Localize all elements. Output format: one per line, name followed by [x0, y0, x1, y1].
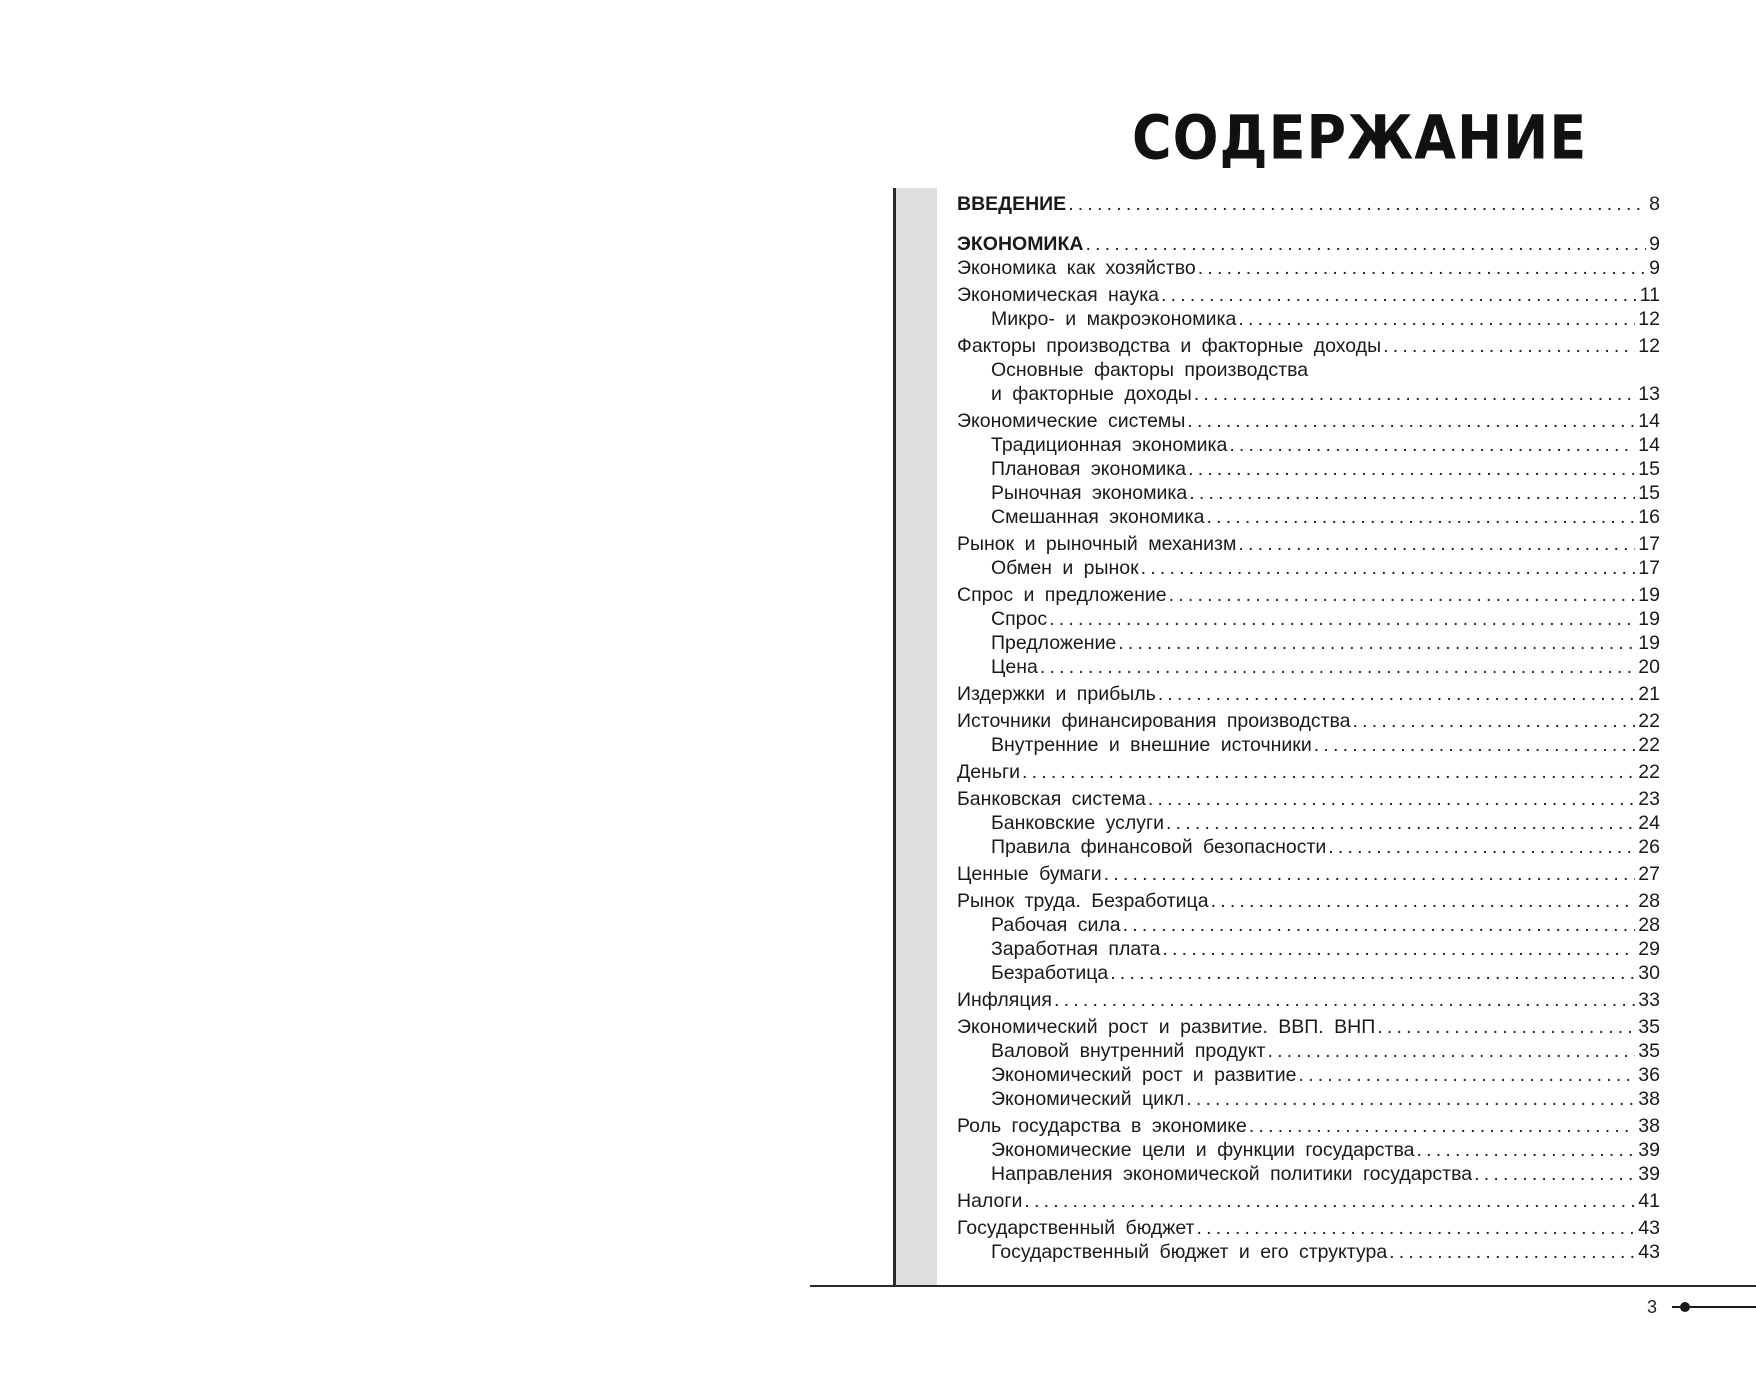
- toc-leader-dots: [1353, 709, 1636, 733]
- toc-entry-page: 38: [1638, 1088, 1660, 1110]
- toc-entry-title: Экономические цели и функции государства: [991, 1139, 1415, 1161]
- toc-entry-title: Банковские услуги: [991, 812, 1164, 834]
- toc-leader-dots: [1141, 556, 1636, 580]
- toc-leader-dots: [1024, 1189, 1635, 1213]
- toc-entry-title: Валовой внутренний продукт: [991, 1040, 1266, 1062]
- toc-entry-title: Рыночная экономика: [991, 482, 1188, 504]
- toc-subentry[interactable]: [957, 733, 1660, 757]
- toc-subentry[interactable]: [957, 835, 1660, 859]
- toc-entry-title: Безработица: [991, 962, 1109, 984]
- toc-leader-dots: [1186, 1087, 1635, 1111]
- toc-entry[interactable]: [957, 192, 1660, 216]
- toc-entry[interactable]: [957, 532, 1660, 556]
- toc-entry-page: 16: [1638, 506, 1660, 528]
- toc-entry-title: ВВЕДЕНИЕ: [957, 193, 1067, 215]
- toc-leader-dots: [1238, 307, 1635, 331]
- toc-leader-dots: [1148, 787, 1635, 811]
- toc-entry-title: Спрос: [991, 608, 1048, 630]
- toc-entry-page: 24: [1638, 812, 1660, 834]
- toc-entry-title: Экономический рост и развитие: [991, 1064, 1297, 1086]
- toc-entry-title: Правила финансовой безопасности: [991, 836, 1327, 858]
- toc-entry-title: Издержки и прибыль: [957, 683, 1156, 705]
- toc-entry-page: 38: [1638, 1115, 1660, 1137]
- toc-entry-page: 19: [1638, 584, 1660, 606]
- toc-leader-dots: [1267, 1039, 1635, 1063]
- toc-leader-dots: [1161, 283, 1637, 307]
- toc-entry[interactable]: [957, 787, 1660, 811]
- toc-entry-page: 35: [1638, 1040, 1660, 1062]
- page-number: 3: [1647, 1297, 1658, 1317]
- toc-subentry[interactable]: [957, 631, 1660, 655]
- toc-entry-page: 33: [1638, 989, 1660, 1011]
- toc-subentry[interactable]: [957, 505, 1660, 529]
- toc-subentry[interactable]: [957, 556, 1660, 580]
- toc-entry-title: Государственный бюджет: [957, 1217, 1195, 1239]
- toc-entry-title: Микро- и макроэкономика: [991, 308, 1237, 330]
- toc-entry[interactable]: [957, 232, 1660, 256]
- toc-entry-page: 9: [1649, 233, 1660, 255]
- toc-subentry[interactable]: [957, 358, 1660, 382]
- toc-entry[interactable]: [957, 283, 1660, 307]
- toc-entry-page: 21: [1638, 683, 1660, 705]
- toc-leader-dots: [1389, 1240, 1635, 1264]
- toc-entry[interactable]: [957, 682, 1660, 706]
- toc-entry-page: 20: [1638, 656, 1660, 678]
- toc-entry-title: Спрос и предложение: [957, 584, 1167, 606]
- toc-entry-page: 28: [1638, 914, 1660, 936]
- toc-leader-dots: [1416, 1138, 1635, 1162]
- toc-entry-title: Налоги: [957, 1190, 1023, 1212]
- toc-entry-title: Экономический цикл: [991, 1088, 1185, 1110]
- toc-entry-title: Традиционная экономика: [991, 434, 1228, 456]
- toc-leader-dots: [1377, 1015, 1635, 1039]
- toc-entry-title: Деньги: [957, 761, 1020, 783]
- toc-entry-title: Экономические системы: [957, 410, 1186, 432]
- toc-leader-dots: [1383, 334, 1635, 358]
- toc-leader-dots: [1188, 457, 1635, 481]
- toc-leader-dots: [1298, 1063, 1635, 1087]
- toc-subentry[interactable]: [957, 1087, 1660, 1111]
- toc-entry-title: ЭКОНОМИКА: [957, 233, 1084, 255]
- toc-entry-page: 35: [1638, 1016, 1660, 1038]
- toc-entry-page: 43: [1638, 1217, 1660, 1239]
- toc-entry-page: 26: [1638, 836, 1660, 858]
- toc-entry-page: 39: [1638, 1139, 1660, 1161]
- toc-leader-dots: [1022, 760, 1635, 784]
- toc-leader-dots: [1049, 607, 1635, 631]
- toc-entry-title: Роль государства в экономике: [957, 1115, 1247, 1137]
- toc-entry-title: Цена: [991, 656, 1038, 678]
- toc-subentry[interactable]: [957, 1162, 1660, 1186]
- toc-entry[interactable]: [957, 1216, 1660, 1240]
- toc-entry-title: Плановая экономика: [991, 458, 1187, 480]
- toc-leader-dots: [1249, 1114, 1635, 1138]
- toc-entry-title: Основные факторы производства: [991, 359, 1309, 381]
- toc-leader-dots: [1118, 631, 1635, 655]
- toc-subentry[interactable]: [957, 655, 1660, 679]
- toc-entry-page: 41: [1638, 1190, 1660, 1212]
- toc-subentry[interactable]: [957, 382, 1660, 406]
- toc-leader-dots: [1104, 862, 1636, 886]
- toc-entry[interactable]: [957, 889, 1660, 913]
- toc-leader-dots: [1194, 382, 1636, 406]
- page-marker-icon: [1672, 1300, 1756, 1314]
- toc-subentry[interactable]: [957, 607, 1660, 631]
- toc-entry-page: 30: [1638, 962, 1660, 984]
- toc-subentry[interactable]: [957, 961, 1660, 985]
- toc-entry-page: 11: [1639, 284, 1660, 306]
- toc-leader-dots: [1068, 192, 1646, 216]
- toc-entry-page: 17: [1638, 557, 1660, 579]
- toc-entry[interactable]: [957, 760, 1660, 784]
- toc-entry[interactable]: [957, 988, 1660, 1012]
- toc-entry-page: 28: [1638, 890, 1660, 912]
- toc-leader-dots: [1474, 1162, 1635, 1186]
- toc-entry-page: 19: [1638, 608, 1660, 630]
- toc-entry-title: и факторные доходы: [991, 383, 1192, 405]
- toc-entry[interactable]: [957, 862, 1660, 886]
- bottom-rule: [810, 1285, 1756, 1287]
- toc-subentry[interactable]: [957, 1138, 1660, 1162]
- toc-entry[interactable]: [957, 1189, 1660, 1213]
- toc-subentry[interactable]: [957, 1039, 1660, 1063]
- toc-leader-dots: [1169, 583, 1636, 607]
- toc-leader-dots: [1187, 409, 1635, 433]
- toc-entry-title: Инфляция: [957, 989, 1052, 1011]
- toc-entry-page: 22: [1638, 761, 1660, 783]
- toc-entry-page: 14: [1638, 410, 1660, 432]
- toc-subentry[interactable]: [957, 433, 1660, 457]
- toc-entry-title: Экономическая наука: [957, 284, 1160, 306]
- toc-entry-page: 15: [1638, 458, 1660, 480]
- toc-subentry[interactable]: [957, 913, 1660, 937]
- toc-subentry[interactable]: [957, 1240, 1660, 1264]
- margin-band: [896, 188, 937, 1285]
- toc-entry-page: 22: [1638, 710, 1660, 732]
- toc-entry[interactable]: [957, 1015, 1660, 1039]
- toc-entry-title: Направления экономической политики государства: [991, 1163, 1473, 1185]
- toc-leader-dots: [1040, 655, 1635, 679]
- toc-entry-page: 36: [1638, 1064, 1660, 1086]
- toc-subentry[interactable]: [957, 307, 1660, 331]
- toc-entry-page: 17: [1638, 533, 1660, 555]
- toc-entry[interactable]: [957, 409, 1660, 433]
- toc-entry-page: 43: [1638, 1241, 1660, 1263]
- toc-leader-dots: [1198, 256, 1646, 280]
- toc-entry-page: 14: [1638, 434, 1660, 456]
- toc-entry-page: 13: [1638, 383, 1660, 405]
- page-title: СОДЕРЖАНИЕ: [1132, 102, 1588, 173]
- toc-entry[interactable]: [957, 334, 1660, 358]
- toc-entry-page: 23: [1638, 788, 1660, 810]
- toc-entry-page: 22: [1638, 734, 1660, 756]
- toc-entry-title: Факторы производства и факторные доходы: [957, 335, 1382, 357]
- toc-leader-dots: [1054, 988, 1635, 1012]
- toc-entry-page: 39: [1638, 1163, 1660, 1185]
- toc-entry-title: Государственный бюджет и его структура: [991, 1241, 1388, 1263]
- toc-leader-dots: [1166, 811, 1635, 835]
- toc-entry-title: Рынок и рыночный механизм: [957, 533, 1237, 555]
- toc-entry-page: 12: [1638, 308, 1660, 330]
- toc-entry-title: Экономика как хозяйство: [957, 257, 1196, 279]
- toc-entry-title: Источники финансирования производства: [957, 710, 1351, 732]
- toc-entry-page: 15: [1638, 482, 1660, 504]
- toc-leader-dots: [1123, 913, 1636, 937]
- toc-entry-title: Заработная плата: [991, 938, 1161, 960]
- toc-entry-title: Рынок труда. Безработица: [957, 890, 1209, 912]
- toc-leader-dots: [1196, 1216, 1635, 1240]
- toc-entry-title: Экономический рост и развитие. ВВП. ВНП: [957, 1016, 1376, 1038]
- toc-subentry[interactable]: [957, 1063, 1660, 1087]
- toc-subentry[interactable]: [957, 481, 1660, 505]
- toc-entry[interactable]: [957, 256, 1660, 280]
- toc-entry-page: 9: [1649, 257, 1660, 279]
- toc-entry-title: Банковская система: [957, 788, 1146, 810]
- toc-entry-page: 27: [1638, 863, 1660, 885]
- toc-entry-title: Предложение: [991, 632, 1117, 654]
- table-of-contents: [957, 192, 1660, 1264]
- toc-leader-dots: [1189, 481, 1635, 505]
- toc-leader-dots: [1158, 682, 1635, 706]
- toc-entry[interactable]: [957, 1114, 1660, 1138]
- toc-subentry[interactable]: [957, 811, 1660, 835]
- toc-leader-dots: [1314, 733, 1636, 757]
- toc-subentry[interactable]: [957, 457, 1660, 481]
- toc-leader-dots: [1085, 232, 1646, 256]
- toc-entry-title: Ценные бумаги: [957, 863, 1102, 885]
- toc-entry-title: Обмен и рынок: [991, 557, 1139, 579]
- toc-leader-dots: [1238, 532, 1635, 556]
- toc-leader-dots: [1328, 835, 1635, 859]
- toc-entry-page: 19: [1638, 632, 1660, 654]
- toc-entry-page: 12: [1638, 335, 1660, 357]
- toc-entry[interactable]: [957, 583, 1660, 607]
- toc-entry[interactable]: [957, 709, 1660, 733]
- toc-leader-dots: [1211, 889, 1636, 913]
- toc-entry-page: 8: [1649, 193, 1660, 215]
- toc-entry-title: Рабочая сила: [991, 914, 1121, 936]
- toc-subentry[interactable]: [957, 937, 1660, 961]
- toc-leader-dots: [1229, 433, 1635, 457]
- toc-entry-title: Смешанная экономика: [991, 506, 1205, 528]
- toc-leader-dots: [1162, 937, 1635, 961]
- toc-leader-dots: [1110, 961, 1635, 985]
- toc-leader-dots: [1206, 505, 1635, 529]
- toc-entry-title: Внутренние и внешние источники: [991, 734, 1312, 756]
- toc-entry-page: 29: [1638, 938, 1660, 960]
